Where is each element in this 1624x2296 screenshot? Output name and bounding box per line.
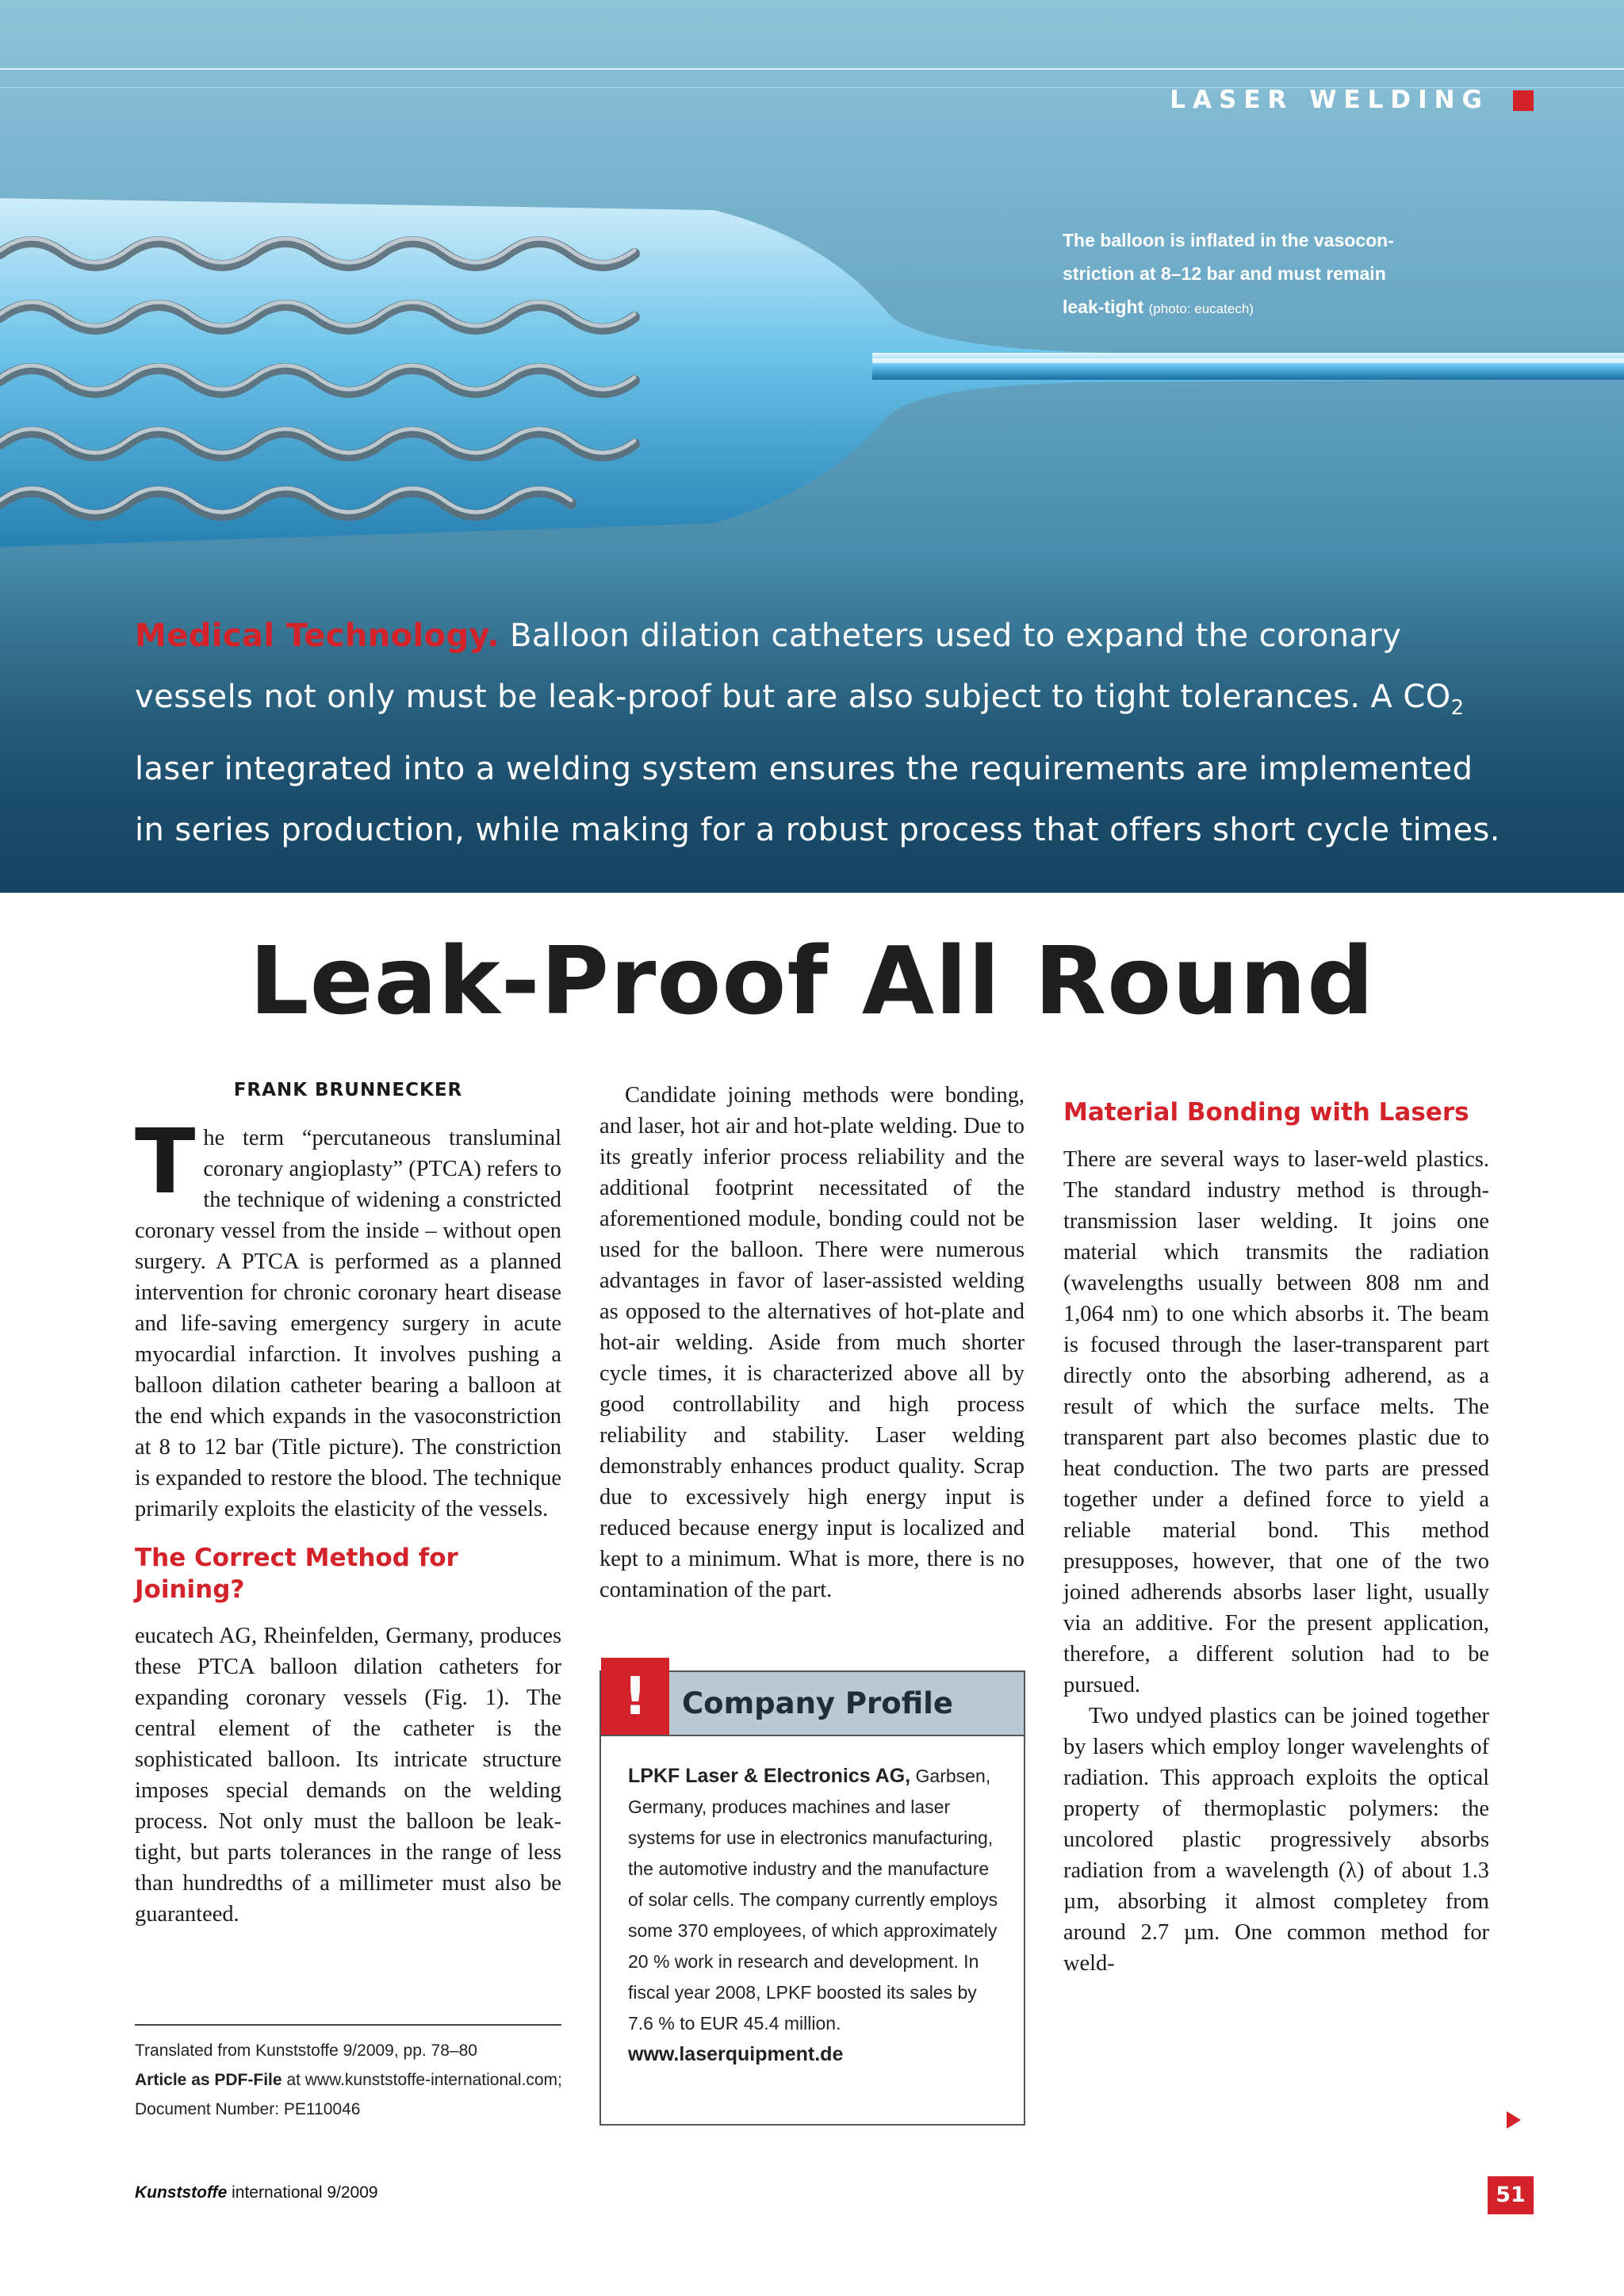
section-label: LASER WELDING bbox=[1170, 86, 1489, 114]
subheading: The Correct Method for Joining? bbox=[135, 1544, 458, 1604]
magazine-name: Kunststoffe bbox=[135, 2183, 228, 2202]
body-paragraph: eucatech AG, Rheinfelden, Germany, produces these PTCA balloon dilation catheters for expanding coronary vessels (Fig. 1). The central element of the catheter is the sophisticated balloon. Its intricate structure imposes special demands on the welding process. Not only must the balloon be leak-tight, but parts tolerances in the range of less than hundredths of a millimeter must also be guaranteed. bbox=[135, 1624, 561, 1927]
paragraph-text: he term “percutaneous transluminal coronary angioplasty” (PTCA) refers to the technique of widening a constricted coronary vessel from the inside – without open surgery. A PTCA is performed as a planned intervention for chronic coronary heart disease and life-saving emergency surgery in acute myocardial infarction. It involves pushing a balloon dilation catheter bearing a balloon at the end which expands in the vasoconstriction at 8 to 12 bar (Title picture). The constriction is expanded to restore the blood. The technique primarily exploits the elasticity of the vessels. bbox=[135, 1126, 561, 1521]
subheading: Material Bonding with Lasers bbox=[1063, 1098, 1469, 1127]
body-paragraph: Two undyed plastics can be joined together by lasers which employ longer wavelenghts of radiation. This approach exploits the optical property of thermoplastic polymers: the uncolored plastic progressively absorbs radiation from a wavelength (λ) of about 1.3 µm, absorbing it almost completey from around 2.7 µm. One common method for weld- bbox=[1063, 1704, 1489, 1976]
page-number: 51 bbox=[1488, 2176, 1534, 2214]
photo-credit: (photo: eucatech) bbox=[1148, 301, 1254, 316]
intro-paragraph bbox=[135, 606, 1507, 861]
drop-cap: T bbox=[135, 1111, 196, 1214]
caption-line: The balloon is inflated in the vasocon- bbox=[1063, 230, 1394, 251]
caption-line: leak-tight bbox=[1063, 297, 1144, 317]
intro-text-continued: laser integrated into a welding system ensures the requirements are implemented in series production, while making for a robust process that offers short cycle times. bbox=[135, 751, 1500, 848]
footnote bbox=[135, 2036, 563, 2124]
magazine-edition: international 9/2009 bbox=[227, 2183, 378, 2202]
column-1 bbox=[135, 1080, 561, 1930]
exclamation-icon: ! bbox=[601, 1658, 669, 1735]
pdf-label: Article as PDF-File bbox=[135, 2071, 282, 2089]
body-paragraph: There are several ways to laser-weld plastics. The standard industry method is through-transmission laser welding. It joins one material which transmits the radiation (wavelengths usually between 808 nm and 1,064 nm) to one which absorbs it. The beam is focused through the laser-transparent part directly onto the absorbing adherend, as a result of which the surface melts. The transparent part also becomes plastic due to heat conduction. The two parts are pressed together under a defined force to yield a reliable material bond. This method presupposes, however, that one of the two joined adherends absorbs laser light, usually via an additive. For the present application, therefore, a different solution had to be pursued. bbox=[1063, 1147, 1489, 1697]
intro-text: Balloon dilation catheters used to expand the coronary vessels not only must be leak-proof but are also subject to tight tolerances. A CO bbox=[135, 618, 1451, 715]
header-rule bbox=[0, 68, 1624, 70]
article-title: Leak-Proof All Round bbox=[249, 926, 1375, 1035]
caption-line: striction at 8–12 bar and must remain bbox=[1063, 263, 1386, 284]
company-website-link[interactable]: www.laserquipment.de bbox=[628, 2043, 844, 2065]
profile-title: Company Profile bbox=[682, 1686, 953, 1720]
profile-text: Garbsen, Germany, produces machines and laser systems for use in electronics manufacturing, the automotive industry and the manufacture of solar cells. The company currently employs some 370 employees, of which approximately 20 % work in research and development. In fiscal year 2008, LPKF boosted its sales by 7.6 % to EUR 45.4 million. bbox=[628, 1766, 998, 2034]
pdf-link-text[interactable]: at www.kunststoffe-international.com; Document Number: PE110046 bbox=[135, 2071, 562, 2118]
footnote-rule bbox=[135, 2024, 561, 2026]
column-3 bbox=[1063, 1080, 1489, 1979]
company-profile-box bbox=[599, 1666, 1025, 2126]
magazine-footer bbox=[135, 2183, 378, 2202]
profile-header bbox=[601, 1666, 1024, 1736]
author-name: FRANK BRUNNECKER bbox=[233, 1080, 463, 1100]
body-paragraph bbox=[135, 1111, 561, 1525]
translation-note: Translated from Kunststoffe 9/2009, pp. 78–80 bbox=[135, 2042, 477, 2060]
profile-body bbox=[628, 1761, 1001, 2070]
column-2 bbox=[599, 1080, 1025, 1605]
body-paragraph: Candidate joining methods were bonding, and laser, hot air and hot-plate welding. Due to its greatly inferior process reliability and the additional footprint necessitated of the aforementioned module, bonding could not be used for the balloon. There were numerous advantages in favor of laser-assisted welding as opposed to the alternatives of hot-plate and hot-air welding. Aside from much shorter cycle times, it is characterized above all by good controllability and high process reliability and stability. Laser welding demonstrably enhances product quality. Scrap due to excessively high energy input is reduced because energy input is localized and kept to a minimum. What is more, there is no contamination of the part. bbox=[599, 1083, 1025, 1602]
continue-arrow-icon bbox=[1507, 2111, 1521, 2129]
company-name: LPKF Laser & Electronics AG, bbox=[628, 1765, 911, 1787]
intro-subscript: 2 bbox=[1450, 696, 1465, 720]
photo-caption bbox=[1063, 224, 1435, 326]
intro-kicker: Medical Technology. bbox=[135, 618, 500, 654]
section-marker-square bbox=[1513, 90, 1534, 111]
title-photo bbox=[0, 0, 1624, 893]
